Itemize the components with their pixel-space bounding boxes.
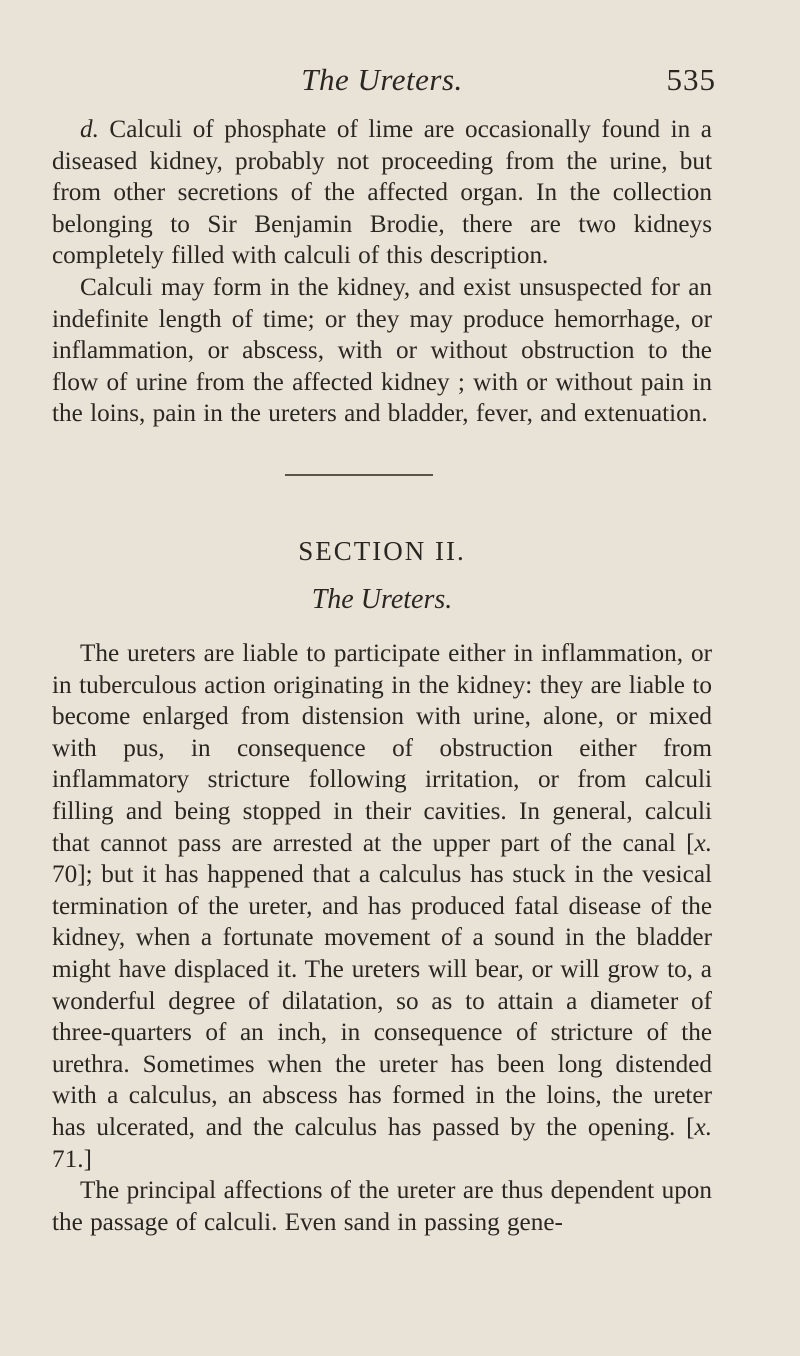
cross-reference: x. [694, 1113, 712, 1141]
section-subtitle: The Ureters. [311, 584, 453, 615]
running-head [52, 62, 716, 102]
section-divider [285, 474, 433, 476]
item-label: d. [80, 116, 99, 143]
paragraph-ureters-liable [52, 638, 712, 1175]
paragraph-text: Calculi of phosphate of lime are occasionally found in a diseased kidney, probably not proceeding from the urine, but from other secretions of the affected organ. In the collection belonging to Sir Benjamin Brodie, there are two kidneys completely filled with calculi of this description. [52, 116, 712, 270]
calculi-text-block [52, 114, 712, 430]
paragraph-text-part: The ureters are liable to participate either in inflammation, or in tuberculous action originating in the kidney: they are liable to become enlarged from distension with urine, alone, or mixed with pus, in consequence of obstruction either from inflammatory stricture following irritation, or from calculi filling and being stopped in their cavities. In general, calculi that cannot pass are arrested at the upper part of the canal [ [52, 640, 712, 857]
page-number: 535 [666, 62, 716, 97]
paragraph-text-part: 71.] [52, 1145, 92, 1173]
section-heading: SECTION II. [298, 536, 466, 566]
ureters-text-block [52, 638, 712, 1238]
paragraph-principal-affections: The principal affections of the ureter are thus dependent upon the passage of calculi. Even sand in passing gene- [52, 1177, 712, 1236]
running-title: The Ureters. [301, 62, 463, 97]
paragraph-calculi-kidney: Calculi may form in the kidney, and exist unsuspected for an indefinite length of time; or they may produce hemorrhage, or inflammation, or abscess, with or without obstruction to the flow of urine from the affected kidney ; with or without pain in the loins, pain in the ureters and bladder, fever, and extenuation. [52, 273, 712, 428]
paragraph-text-part: 70]; but it has happened that a calculus has stuck in the vesical termination of the ureter, and has produced fatal disease of the kidney, when a fortunate movement of a sound in the bladder might have displaced it. The ureters will bear, or will grow to, a wonderful degree of dilatation, so as to attain a diameter of three-quarters of an inch, in consequence of stricture of the urethra. Sometimes when the ureter has been long distended with a calculus, an abscess has formed in the loins, the ureter has ulcerated, and the calculus has passed by the opening. [ [52, 861, 712, 1141]
paragraph-calculi-phosphate [52, 114, 712, 272]
cross-reference: x. [694, 829, 712, 857]
